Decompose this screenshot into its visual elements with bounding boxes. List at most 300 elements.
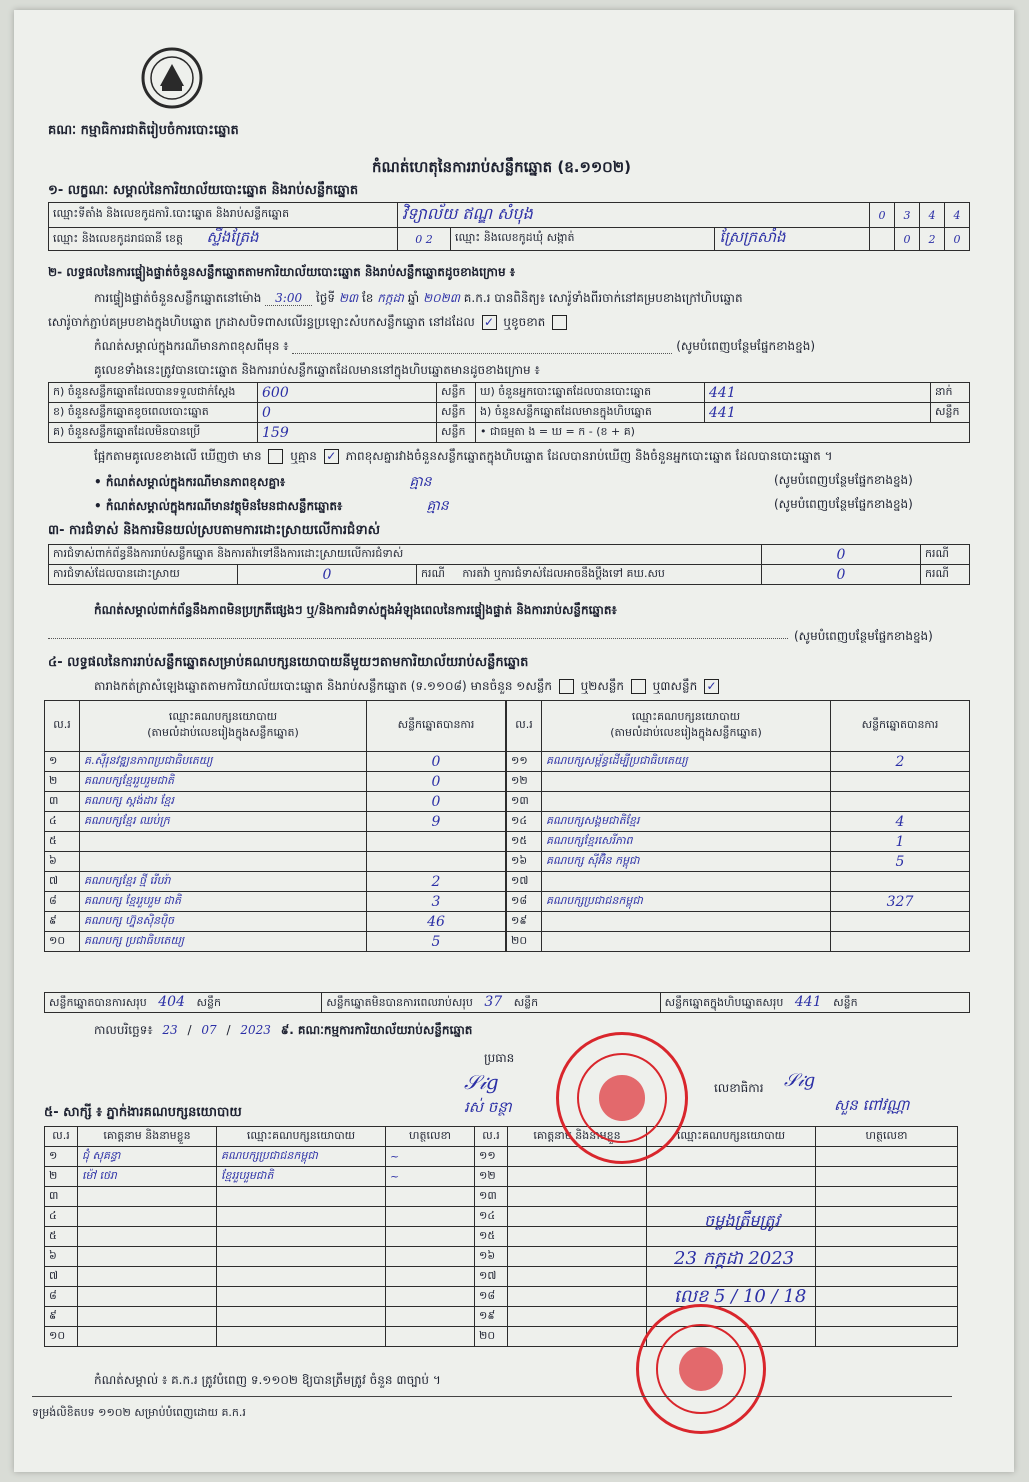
- commune-label: ឈ្មោះ និងលេខកូដឃុំ សង្កាត់: [451, 228, 715, 251]
- summary-label-c: គ) ចំនួនសន្លឹកឆ្នោតដែលមិនបានប្រើ: [49, 423, 258, 443]
- province-label-text: ឈ្មោះ និងលេខកូដរាជធានី ខេត្ត: [53, 232, 183, 245]
- compare-line: [94, 448, 833, 466]
- witness-name: [508, 1187, 647, 1207]
- party-votes: 46: [367, 912, 506, 932]
- col-sign: ហត្ថលេខា: [816, 1127, 958, 1147]
- witness-name: [78, 1207, 217, 1227]
- total-box: [660, 993, 969, 1013]
- summary-value-d: 441: [705, 383, 931, 403]
- table-row: [507, 832, 970, 852]
- party-votes: [367, 852, 506, 872]
- table-row: [45, 1207, 958, 1227]
- form-reference: ទម្រង់លិខិតបទ ១១០២ សម្រាប់បំពេញដោយ គ.ក.រ: [32, 1406, 246, 1419]
- party-name: គណបក្សប្រជាជនកម្ពុជា: [542, 892, 831, 912]
- col-party-label: ឈ្មោះគណបក្សនយោបាយ: [168, 710, 278, 723]
- total-invalid: [322, 993, 660, 1013]
- resolved-value: 0: [238, 565, 417, 585]
- objection-label: ការជំទាស់ពាក់ព័ន្ធនឹងការរាប់សន្លឹកឆ្នោត និងការតវ៉ាទៅនឹងការដោះស្រាយលើការជំទាស់: [49, 545, 762, 565]
- witness-party: [217, 1287, 386, 1307]
- table-row: [45, 1247, 958, 1267]
- witness-table: [44, 1126, 958, 1347]
- notfound-value: គ្មាន: [426, 498, 449, 514]
- row-no: ៣: [45, 792, 80, 812]
- col-votes: សន្លឹកឆ្នោតបានការ: [367, 701, 506, 752]
- table-row: [45, 1307, 958, 1327]
- row-no: ៤: [45, 1207, 78, 1227]
- row-no: ១៧: [507, 872, 542, 892]
- verify-year-label: ឆ្នាំ: [407, 291, 420, 305]
- party-votes: 1: [831, 832, 970, 852]
- nec-logo: [140, 46, 204, 110]
- party-name: គណបក្ស ប្រជាធិបតេយ្យ: [80, 932, 367, 952]
- committee-name: គណៈ កម្មាធិការជាតិរៀបចំការបោះឆ្នោត: [48, 123, 239, 138]
- party-votes: 4: [831, 812, 970, 832]
- witness-signature: [386, 1187, 475, 1207]
- party-name: គណបក្ស ស៊ីអ៊ិន កម្ពុជា: [542, 852, 831, 872]
- secretary-label: លេខាធិការ: [714, 1081, 764, 1095]
- witness-name: [508, 1247, 647, 1267]
- table-row: [45, 1267, 958, 1287]
- official-stamp: [636, 1304, 766, 1434]
- table-row: [45, 752, 506, 772]
- party-name: [542, 932, 831, 952]
- two-sheets-label: ឬ២សន្លឹក: [580, 679, 625, 693]
- row-no: ៨: [45, 892, 80, 912]
- total-valid: [45, 993, 322, 1013]
- party-name: គ.ស៊ីរុនវឌ្ឍនភាពប្រជាធិបតេយ្យ: [80, 752, 367, 772]
- total-valid-value: 404: [158, 993, 185, 1010]
- witness-name: [78, 1247, 217, 1267]
- party-name: គណបក្សសង្គមជាតិខ្មែរ: [542, 812, 831, 832]
- row-no: ១៦: [475, 1247, 508, 1267]
- row-no: ២: [45, 1167, 78, 1187]
- appeal-label: [417, 565, 762, 585]
- form-page: [14, 10, 1014, 1472]
- total-box-value: 441: [794, 993, 822, 1010]
- table-row: [507, 812, 970, 832]
- table-row: [45, 772, 506, 792]
- party-votes: [831, 792, 970, 812]
- witness-signature: [816, 1327, 958, 1347]
- summary-formula: • ជាធម្មតា ង = ឃ = ក - (ខ + គ): [476, 423, 970, 443]
- commune-code-digit: 0: [945, 228, 970, 251]
- table-row: [45, 832, 506, 852]
- witness-name: [78, 1267, 217, 1287]
- certify-note-line2: 23 កក្កដា 2023: [674, 1248, 795, 1269]
- two-sheets-checkbox[interactable]: [631, 679, 646, 694]
- witness-party: [217, 1307, 386, 1327]
- witness-party: គណបក្សប្រជាជនកម្ពុជា: [217, 1147, 386, 1167]
- secretary-signature: 𝒮𝒾𝑔: [784, 1070, 816, 1091]
- party-votes: [831, 912, 970, 932]
- witness-name: [78, 1327, 217, 1347]
- witness-party: ខ្មែររួបរួមជាតិ: [217, 1167, 386, 1187]
- party-votes: 0: [367, 752, 506, 772]
- col-no: ល.រ: [475, 1127, 508, 1147]
- date-month: 07: [201, 1023, 217, 1037]
- verify-lock-text: គ.ក.រ បានពិនិត្យ៖ សោរ៉ូទាំងពីរចាក់នៅគម្របខាងក្រៅហិបឆ្នោត: [463, 291, 743, 305]
- section3-dotted-line: [48, 624, 788, 639]
- row-no: ៩: [45, 1307, 78, 1327]
- province-code-digit: 0: [415, 232, 423, 246]
- compare-none-label: ឬគ្មាន: [290, 449, 317, 463]
- witness-name: [508, 1327, 647, 1347]
- summary-value-e: 441: [705, 403, 931, 423]
- party-name: [542, 772, 831, 792]
- witness-party: [647, 1187, 816, 1207]
- total-valid-label: សន្លឹកឆ្នោតបានការសរុប: [49, 995, 147, 1009]
- witness-name: [78, 1227, 217, 1247]
- row-no: ៩: [45, 912, 80, 932]
- row-no: ១៤: [475, 1207, 508, 1227]
- compare-has-label: ផ្អែកតាមគូលេខខាងលើ ឃើញថា មាន: [94, 449, 262, 463]
- province-name: ស្ទឹងត្រែង: [206, 228, 259, 246]
- witness-party: [217, 1227, 386, 1247]
- table-row: [45, 792, 506, 812]
- col-votes: សន្លឹកឆ្នោតបានការ: [831, 701, 970, 752]
- row-no: ១១: [507, 752, 542, 772]
- appeal-unit: ករណី: [921, 565, 970, 585]
- table-row: [507, 772, 970, 792]
- certify-note-line1: ចម្លងត្រឹមត្រូវ: [704, 1211, 780, 1230]
- footer-divider: [32, 1396, 952, 1397]
- office-code-digit: 0: [870, 203, 895, 228]
- commune-code-digit: 2: [920, 228, 945, 251]
- total-unit: សន្លឹក: [196, 995, 221, 1009]
- chair-label: ប្រធាន: [484, 1051, 515, 1065]
- one-sheet-checkbox[interactable]: [559, 679, 574, 694]
- notfound-line: [94, 496, 449, 517]
- row-no: ១២: [475, 1167, 508, 1187]
- verify-day: ២៣: [338, 291, 359, 305]
- witness-signature: [816, 1307, 958, 1327]
- summary-unit: សន្លឹក: [437, 383, 476, 403]
- summary-unit: នាក់: [931, 383, 970, 403]
- witness-signature: ~: [386, 1167, 475, 1187]
- row-no: ១៨: [475, 1287, 508, 1307]
- witness-name: [508, 1207, 647, 1227]
- note-line: [94, 338, 984, 356]
- summary-value-b: 0: [258, 403, 437, 423]
- notfound-label: • កំណត់សម្គាល់ក្នុងករណីមានវត្ថុមិនមែនជាសន្លឹកឆ្នោត៖: [94, 499, 343, 513]
- note-dotted-line: [292, 339, 672, 354]
- summary-label-a: ក) ចំនួនសន្លឹកឆ្នោតដែលបានទទួលជាក់ស្តែង: [49, 383, 258, 403]
- row-no: ១១: [475, 1147, 508, 1167]
- province-code: [398, 228, 451, 251]
- compare-text: ភាពខុសគ្នារវាងចំនួនសន្លឹកឆ្នោតក្នុងហិបឆ្នោត ដែលបានរាប់ឃើញ និងចំនួនអ្នកបោះឆ្នោត ដែលបានបោះឆ្នោត ។: [345, 449, 833, 463]
- row-no: ៧: [45, 1267, 78, 1287]
- row-no: ១: [45, 752, 80, 772]
- party-name: គណបក្ស ស្តង់ដារ ខ្មែរ: [80, 792, 367, 812]
- party-name: [80, 832, 367, 852]
- row-no: ១៣: [507, 792, 542, 812]
- party-name: [542, 912, 831, 932]
- witness-party: [217, 1247, 386, 1267]
- three-sheets-label: ឬ៣សន្លឹក: [652, 679, 698, 693]
- office-name: វិទ្យាល័យ ឥណ្ឌ សំបុង: [398, 203, 870, 228]
- party-votes: 5: [831, 852, 970, 872]
- row-no: ១៧: [475, 1267, 508, 1287]
- summary-value-a: 600: [258, 383, 437, 403]
- witness-signature: [816, 1207, 958, 1227]
- footer-note: កំណត់សម្គាល់ ៖ គ.ក.រ ត្រូវបំពេញ ទ.១១០២ ឱ្យបានត្រឹមត្រូវ ចំនួន ៣ច្បាប់ ។: [94, 1373, 441, 1387]
- table-row: [45, 1327, 958, 1347]
- summary-label-e: ង) ចំនួនសន្លឹកឆ្នោតដែលមានក្នុងហិបឆ្នោត: [476, 403, 705, 423]
- summary-intro: គូលេខទាំងនេះត្រូវបានបោះឆ្នោត និងការរាប់សន្លឹកឆ្នោតដែលមាននៅក្នុងហិបឆ្នោតមានដូចខាងក្រោម ៖: [94, 363, 540, 377]
- col-party-sub: (តាមលំដាប់លេខរៀងក្នុងសន្លឹកឆ្នោត): [147, 726, 299, 739]
- form-title: កំណត់ហេតុនៃការរាប់សន្លឹកឆ្នោត (ឧ.១១០២): [372, 158, 632, 176]
- summary-unit: សន្លឹក: [931, 403, 970, 423]
- party-name: គណបក្សខ្មែររួបរួមជាតិ: [80, 772, 367, 792]
- row-no: ១៩: [475, 1307, 508, 1327]
- section3-title: ៣- ការជំទាស់ និងការមិនយល់ស្របតាមការដោះស្រាយលើការជំទាស់: [48, 523, 380, 538]
- party-name: គណបក្សខ្មែរ ថ្មី រើបរ៉ា: [80, 872, 367, 892]
- verify-line-2: [48, 314, 570, 332]
- party-name: គណបក្សខ្មែរ ឈប់ក្រ: [80, 812, 367, 832]
- votes-table-right: [506, 700, 970, 952]
- table-row: [45, 1187, 958, 1207]
- chair-name: រស់ ចន្ថា: [464, 1098, 512, 1116]
- row-no: ១៤: [507, 812, 542, 832]
- row-no: ៦: [45, 1247, 78, 1267]
- table-row: [45, 872, 506, 892]
- row-no: ២០: [475, 1327, 508, 1347]
- witness-party: [217, 1187, 386, 1207]
- summary-label-d: ឃ) ចំនួនអ្នកបោះឆ្នោតដែលបានបោះឆ្នោត: [476, 383, 705, 403]
- date-line: កាលបរិច្ឆេទ៖ 23 / 07 / 2023 ៩. គណៈកម្មការការិយាល័យរាប់សន្លឹកឆ្នោត: [94, 1023, 473, 1037]
- section3-note: កំណត់សម្គាល់ពាក់ព័ន្ធនឹងភាពមិនប្រក្រតីផ្សេងៗ ឬ/និងការជំទាស់ក្នុងអំឡុងពេលនៃការផ្ទៀងផ្ទាត់ និងការរាប់សន្លឹកឆ្នោត៖: [94, 603, 617, 617]
- verify-time-label: ការផ្ទៀងផ្ទាត់ចំនួនសន្លឹកឆ្នោតនៅម៉ោង: [94, 291, 262, 305]
- col-party: [80, 701, 367, 752]
- table-row: [45, 892, 506, 912]
- row-no: ១៥: [475, 1227, 508, 1247]
- row-no: ១៣: [475, 1187, 508, 1207]
- col-party: [542, 701, 831, 752]
- row-no: ១៦: [507, 852, 542, 872]
- col-name: គោត្តនាម និងនាមខ្លួន: [78, 1127, 217, 1147]
- witness-name: [78, 1187, 217, 1207]
- intact-checkbox[interactable]: ✓: [482, 315, 497, 330]
- objection-table: [48, 544, 970, 585]
- commune-code-digit: 0: [895, 228, 920, 251]
- office-code-digit: 4: [945, 203, 970, 228]
- witness-signature: [386, 1307, 475, 1327]
- col-no: ល.រ: [507, 701, 542, 752]
- province-code-digit: 2: [425, 232, 433, 246]
- party-name: គណបក្សសម្ព័ន្ធដើម្បីប្រជាធិបតេយ្យ: [542, 752, 831, 772]
- office-code-digit: 3: [895, 203, 920, 228]
- row-no: ១៥: [507, 832, 542, 852]
- col-no: ល.រ: [45, 1127, 78, 1147]
- note-fill-hint: (សូមបំពេញបន្ថែមផ្នែកខាងខ្នង): [676, 339, 816, 353]
- witness-signature: [816, 1187, 958, 1207]
- col-no: ល.រ: [45, 701, 80, 752]
- section3-fill-hint: (សូមបំពេញបន្ថែមផ្នែកខាងខ្នង): [794, 629, 933, 643]
- verify-month-label: ខែ: [362, 291, 374, 305]
- province-label: [49, 228, 398, 251]
- total-box-label: សន្លឹកឆ្នោតក្នុងហិបឆ្នោតសរុប: [664, 995, 784, 1009]
- date-label: កាលបរិច្ឆេទ៖: [94, 1023, 153, 1037]
- summary-label-b: ខ) ចំនួនសន្លឹកឆ្នោតខូចពេលបោះឆ្នោត: [49, 403, 258, 423]
- witness-name: ជុំ សុគន្ធា: [78, 1147, 217, 1167]
- office-label: ឈ្មោះទីតាំង និងលេខកូដការិ.បោះឆ្នោត និងរាប់សន្លឹកឆ្នោត: [49, 203, 398, 228]
- party-votes: 2: [831, 752, 970, 772]
- row-no: ១០: [45, 932, 80, 952]
- witness-party: [217, 1207, 386, 1227]
- summary-unit: សន្លឹក: [437, 423, 476, 443]
- party-votes: 3: [367, 892, 506, 912]
- witness-signature: [816, 1167, 958, 1187]
- date-year: 2023: [240, 1023, 271, 1037]
- witness-party: [647, 1147, 816, 1167]
- party-name: [542, 792, 831, 812]
- summary-unit: សន្លឹក: [437, 403, 476, 423]
- three-sheets-checkbox[interactable]: ✓: [704, 679, 719, 694]
- verify-day-label: ថ្ងៃទី: [315, 291, 335, 305]
- party-votes: 0: [367, 792, 506, 812]
- party-votes: [831, 772, 970, 792]
- row-no: ១: [45, 1147, 78, 1167]
- totals-row: [44, 992, 970, 1013]
- table-row: [45, 1147, 958, 1167]
- total-unit: សន្លឹក: [833, 995, 858, 1009]
- resolved-unit: ករណី: [421, 566, 445, 580]
- has-difference-checkbox[interactable]: [268, 449, 283, 464]
- section4-title: ៤- លទ្ធផលនៃការរាប់សន្លឹកឆ្នោតសម្រាប់គណបក្សនយោបាយនីមួយៗតាមការិយាល័យរាប់សន្លឹកឆ្នោត: [48, 655, 529, 670]
- witness-signature: [386, 1327, 475, 1347]
- no-difference-checkbox[interactable]: ✓: [324, 449, 339, 464]
- section1-title: ១- លក្ខណៈ សម្គាល់នៃការិយាល័យបោះឆ្នោត និងរាប់សន្លឹកឆ្នោត: [48, 183, 359, 198]
- party-name: គណបក្ស ខ្មែររួបរួម ជាតិ: [80, 892, 367, 912]
- witness-name: ម៉ៅ ថេរា: [78, 1167, 217, 1187]
- verify-seal-text: សោរ៉ូចាក់ភ្ជាប់គម្របខាងក្នុងហិបឆ្នោត ក្រដាសបិទពាសលើរន្ធប្រឡោះសំបកសន្លឹកឆ្នោត នៅដដែល: [48, 315, 475, 329]
- diff-value: គ្មាន: [409, 474, 432, 490]
- row-no: ៧: [45, 872, 80, 892]
- official-stamp: [556, 1032, 688, 1164]
- party-name: [80, 852, 367, 872]
- table-row: [45, 932, 506, 952]
- total-unit: សន្លឹក: [513, 995, 539, 1009]
- table-row: [45, 1287, 958, 1307]
- verify-time: 3:00: [265, 291, 312, 306]
- table-row: [507, 752, 970, 772]
- row-no: ៥: [45, 832, 80, 852]
- witness-signature: ~: [386, 1147, 475, 1167]
- objection-unit: ករណី: [921, 545, 970, 565]
- witness-name: [78, 1307, 217, 1327]
- table-row: [507, 932, 970, 952]
- secretary-name: សួន ពៅវណ្ណា: [834, 1096, 910, 1114]
- row-no: ៦: [45, 852, 80, 872]
- commune-name: ស្រែក្រសាំង: [715, 228, 870, 251]
- col-name: គោត្តនាម និងនាមខ្លួន: [508, 1127, 647, 1147]
- damaged-checkbox[interactable]: [552, 315, 567, 330]
- table-row: [507, 892, 970, 912]
- witness-name: [78, 1287, 217, 1307]
- objection-value: 0: [762, 545, 921, 565]
- diff-line: [94, 472, 432, 493]
- col-party: ឈ្មោះគណបក្សនយោបាយ: [217, 1127, 386, 1147]
- witness-name: [508, 1227, 647, 1247]
- section2-title: ២- លទ្ធផលនៃការផ្ទៀងផ្ទាត់ចំនួនសន្លឹកឆ្នោតតាមការិយាល័យបោះឆ្នោត និងរាប់សន្លឹកឆ្នោតដូចខាងក្រោម ៖: [48, 265, 516, 279]
- witness-signature: [386, 1207, 475, 1227]
- diff-fill-hint: (សូមបំពេញបន្ថែមផ្នែកខាងខ្នង): [774, 473, 913, 487]
- row-no: ១២: [507, 772, 542, 792]
- table-row: [507, 852, 970, 872]
- table-row: [45, 1167, 958, 1187]
- col-sign: ហត្ថលេខា: [386, 1127, 475, 1147]
- row-no: ៥: [45, 1227, 78, 1247]
- office-code-digit: 4: [920, 203, 945, 228]
- summary-value-c: 159: [258, 423, 437, 443]
- total-invalid-value: 37: [484, 993, 503, 1010]
- row-no: ១៩: [507, 912, 542, 932]
- row-no: ២: [45, 772, 80, 792]
- row-no: ៤: [45, 812, 80, 832]
- table-row: [507, 792, 970, 812]
- date-day: 23: [162, 1023, 178, 1037]
- office-table: [48, 202, 970, 251]
- witness-party: [217, 1267, 386, 1287]
- witness-party: [647, 1167, 816, 1187]
- summary-table: [48, 382, 970, 443]
- section4-intro: តារាងកត់ត្រាសំឡេងឆ្នោតតាមការិយាល័យបោះឆ្នោត និងរាប់សន្លឹកឆ្នោត (ទ.១១០៨) មានចំនួន ១សន្លឹក: [94, 679, 552, 693]
- party-votes: [367, 832, 506, 852]
- witness-signature: [386, 1287, 475, 1307]
- row-no: ១៨: [507, 892, 542, 912]
- certify-note-line3: លេខ 5 / 10 / 18: [674, 1286, 807, 1307]
- party-name: គណបក្សខ្មែរសេរីភាព: [542, 832, 831, 852]
- section5-title: ៥- សាក្សី ៖ ភ្នាក់ងារគណបក្សនយោបាយ: [44, 1105, 242, 1120]
- table-row: [507, 872, 970, 892]
- party-name: [542, 872, 831, 892]
- witness-signature: [816, 1147, 958, 1167]
- witness-signature: [816, 1227, 958, 1247]
- row-no: ១០: [45, 1327, 78, 1347]
- col-party-label: ឈ្មោះគណបក្សនយោបាយ: [631, 710, 741, 723]
- party-votes: 327: [831, 892, 970, 912]
- chair-signature: 𝒮𝒾𝑔: [464, 1070, 499, 1094]
- table-row: [507, 912, 970, 932]
- witness-signature: [386, 1227, 475, 1247]
- verify-year: ២០២៣: [423, 291, 460, 305]
- party-votes: 2: [367, 872, 506, 892]
- empty-cell: [870, 228, 895, 251]
- witness-name: [508, 1167, 647, 1187]
- party-votes: 0: [367, 772, 506, 792]
- col-party-sub: (តាមលំដាប់លេខរៀងក្នុងសន្លឹកឆ្នោត): [610, 726, 762, 739]
- notfound-fill-hint: (សូមបំពេញបន្ថែមផ្នែកខាងខ្នង): [774, 497, 913, 511]
- appeal-text: ការតវ៉ា ឬការជំទាស់ដែលអាចនឹងប្តឹងទៅ គឃ.សប: [462, 566, 665, 580]
- witness-signature: [816, 1267, 958, 1287]
- appeal-value: 0: [762, 565, 921, 585]
- row-no: ៨: [45, 1287, 78, 1307]
- diff-label: • កំណត់សម្គាល់ក្នុងករណីមានភាពខុសគ្នា៖: [94, 475, 286, 489]
- verify-month: កក្កដា: [377, 291, 404, 305]
- table-row: [45, 852, 506, 872]
- witness-signature: [386, 1247, 475, 1267]
- committee-sign-label: ៩. គណៈកម្មការការិយាល័យរាប់សន្លឹកឆ្នោត: [280, 1023, 473, 1037]
- note-label: កំណត់សម្គាល់ក្នុងករណីមានភាពខុសពីមុន ៖: [94, 339, 289, 353]
- resolved-label: ការជំទាស់ដែលបានដោះស្រាយ: [49, 565, 238, 585]
- table-row: [45, 812, 506, 832]
- witness-name: [508, 1287, 647, 1307]
- party-votes: 9: [367, 812, 506, 832]
- col-party: ឈ្មោះគណបក្សនយោបាយ: [647, 1127, 816, 1147]
- party-votes: 5: [367, 932, 506, 952]
- table-row: [45, 912, 506, 932]
- party-votes: [831, 932, 970, 952]
